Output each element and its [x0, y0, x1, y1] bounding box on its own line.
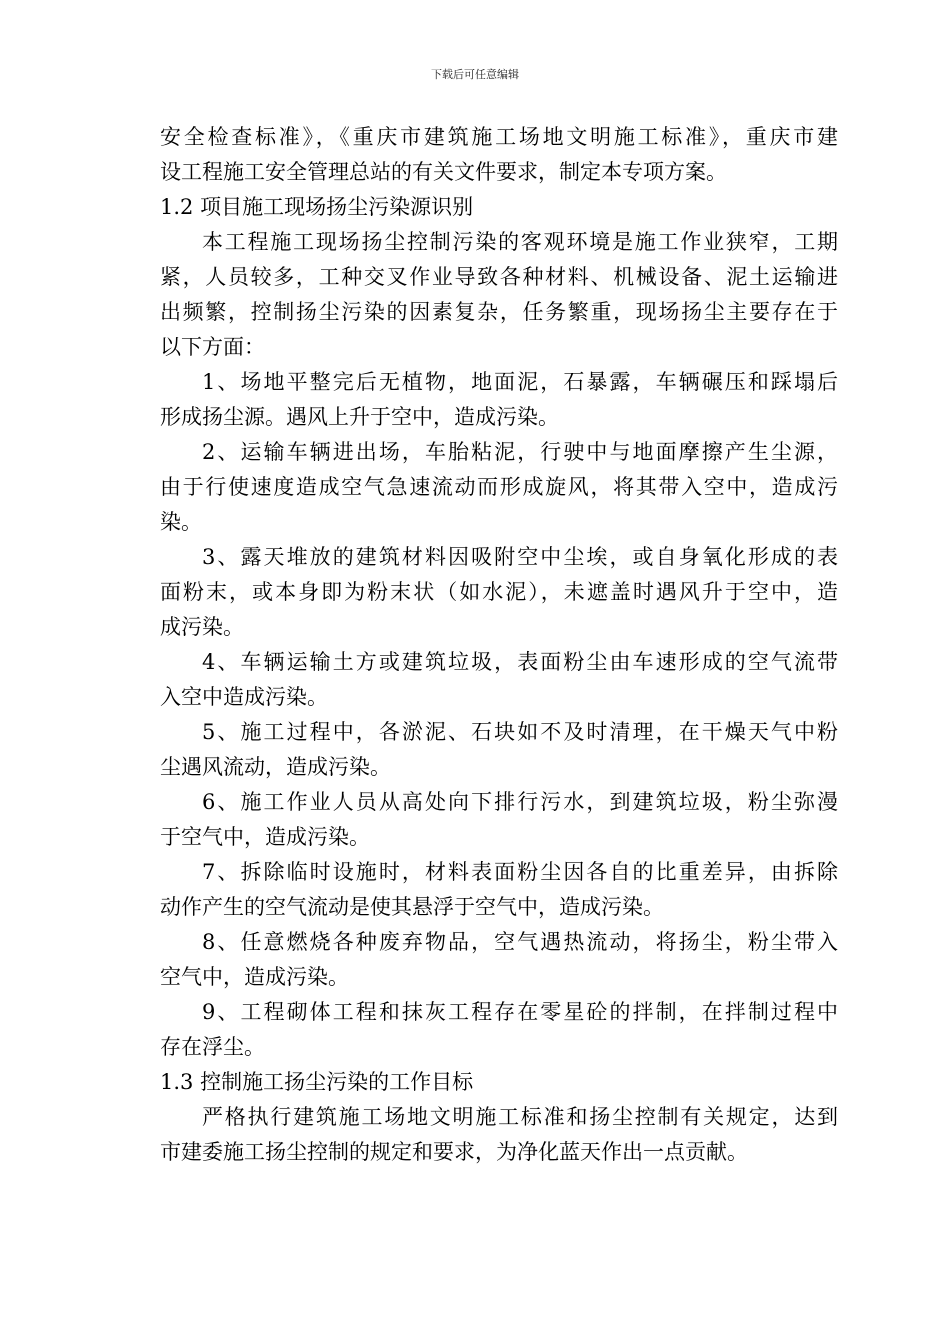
paragraph-line: 以下方面：	[160, 335, 265, 359]
paragraph-line: 4、车辆运输土方或建筑垃圾，表面粉尘由车速形成的空气流带	[202, 650, 838, 674]
section-heading: 1.2 项目施工现场扬尘污染源识别	[160, 195, 474, 219]
paragraph-line: 入空中造成污染。	[160, 685, 328, 709]
paragraph-line: 紧，人员较多，工种交叉作业导致各种材料、机械设备、泥土运输进	[160, 265, 838, 289]
paragraph-line: 安全检查标准》，《重庆市建筑施工场地文明施工标准》，重庆市建	[160, 125, 838, 149]
paragraph-line: 设工程施工安全管理总站的有关文件要求，制定本专项方案。	[160, 160, 727, 184]
paragraph-line: 7、拆除临时设施时，材料表面粉尘因各自的比重差异，由拆除	[202, 860, 838, 884]
paragraph-line: 动作产生的空气流动是使其悬浮于空气中，造成污染。	[160, 895, 664, 919]
paragraph-line: 尘遇风流动，造成污染。	[160, 755, 391, 779]
paragraph-line: 严格执行建筑施工场地文明施工标准和扬尘控制有关规定，达到	[202, 1105, 838, 1129]
paragraph-line: 9、工程砌体工程和抹灰工程存在零星砼的拌制，在拌制过程中	[202, 1000, 838, 1024]
paragraph-line: 3、露天堆放的建筑材料因吸附空中尘埃，或自身氧化形成的表	[202, 545, 838, 569]
paragraph-line: 面粉末，或本身即为粉末状（如水泥），未遮盖时遇风升于空中，造	[160, 580, 838, 604]
paragraph-line: 存在浮尘。	[160, 1035, 265, 1059]
paragraph-line: 成污染。	[160, 615, 244, 639]
page-header-note: 下载后可任意编辑	[431, 68, 519, 81]
paragraph-line: 出频繁，控制扬尘污染的因素复杂，任务繁重，现场扬尘主要存在于	[160, 300, 838, 324]
section-heading: 1.3 控制施工扬尘污染的工作目标	[160, 1070, 474, 1094]
paragraph-line: 5、施工过程中，各淤泥、石块如不及时清理，在干燥天气中粉	[202, 720, 838, 744]
paragraph-line: 染。	[160, 510, 202, 534]
paragraph-line: 8、任意燃烧各种废弃物品，空气遇热流动，将扬尘，粉尘带入	[202, 930, 838, 954]
paragraph-line: 空气中，造成污染。	[160, 965, 349, 989]
paragraph-line: 本工程施工现场扬尘控制污染的客观环境是施工作业狭窄，工期	[202, 230, 838, 254]
paragraph-line: 形成扬尘源。遇风上升于空中，造成污染。	[160, 405, 559, 429]
paragraph-line: 6、施工作业人员从高处向下排行污水，到建筑垃圾，粉尘弥漫	[202, 790, 838, 814]
paragraph-line: 2、运输车辆进出场，车胎粘泥，行驶中与地面摩擦产生尘源，	[202, 440, 838, 464]
document-body	[160, 120, 838, 1170]
paragraph-line: 由于行使速度造成空气急速流动而形成旋风，将其带入空中，造成污	[160, 475, 838, 499]
paragraph-line: 市建委施工扬尘控制的规定和要求，为净化蓝天作出一点贡献。	[160, 1140, 748, 1164]
paragraph-line: 于空气中，造成污染。	[160, 825, 370, 849]
paragraph-line: 1、场地平整完后无植物，地面泥，石暴露，车辆碾压和踩塌后	[202, 370, 838, 394]
